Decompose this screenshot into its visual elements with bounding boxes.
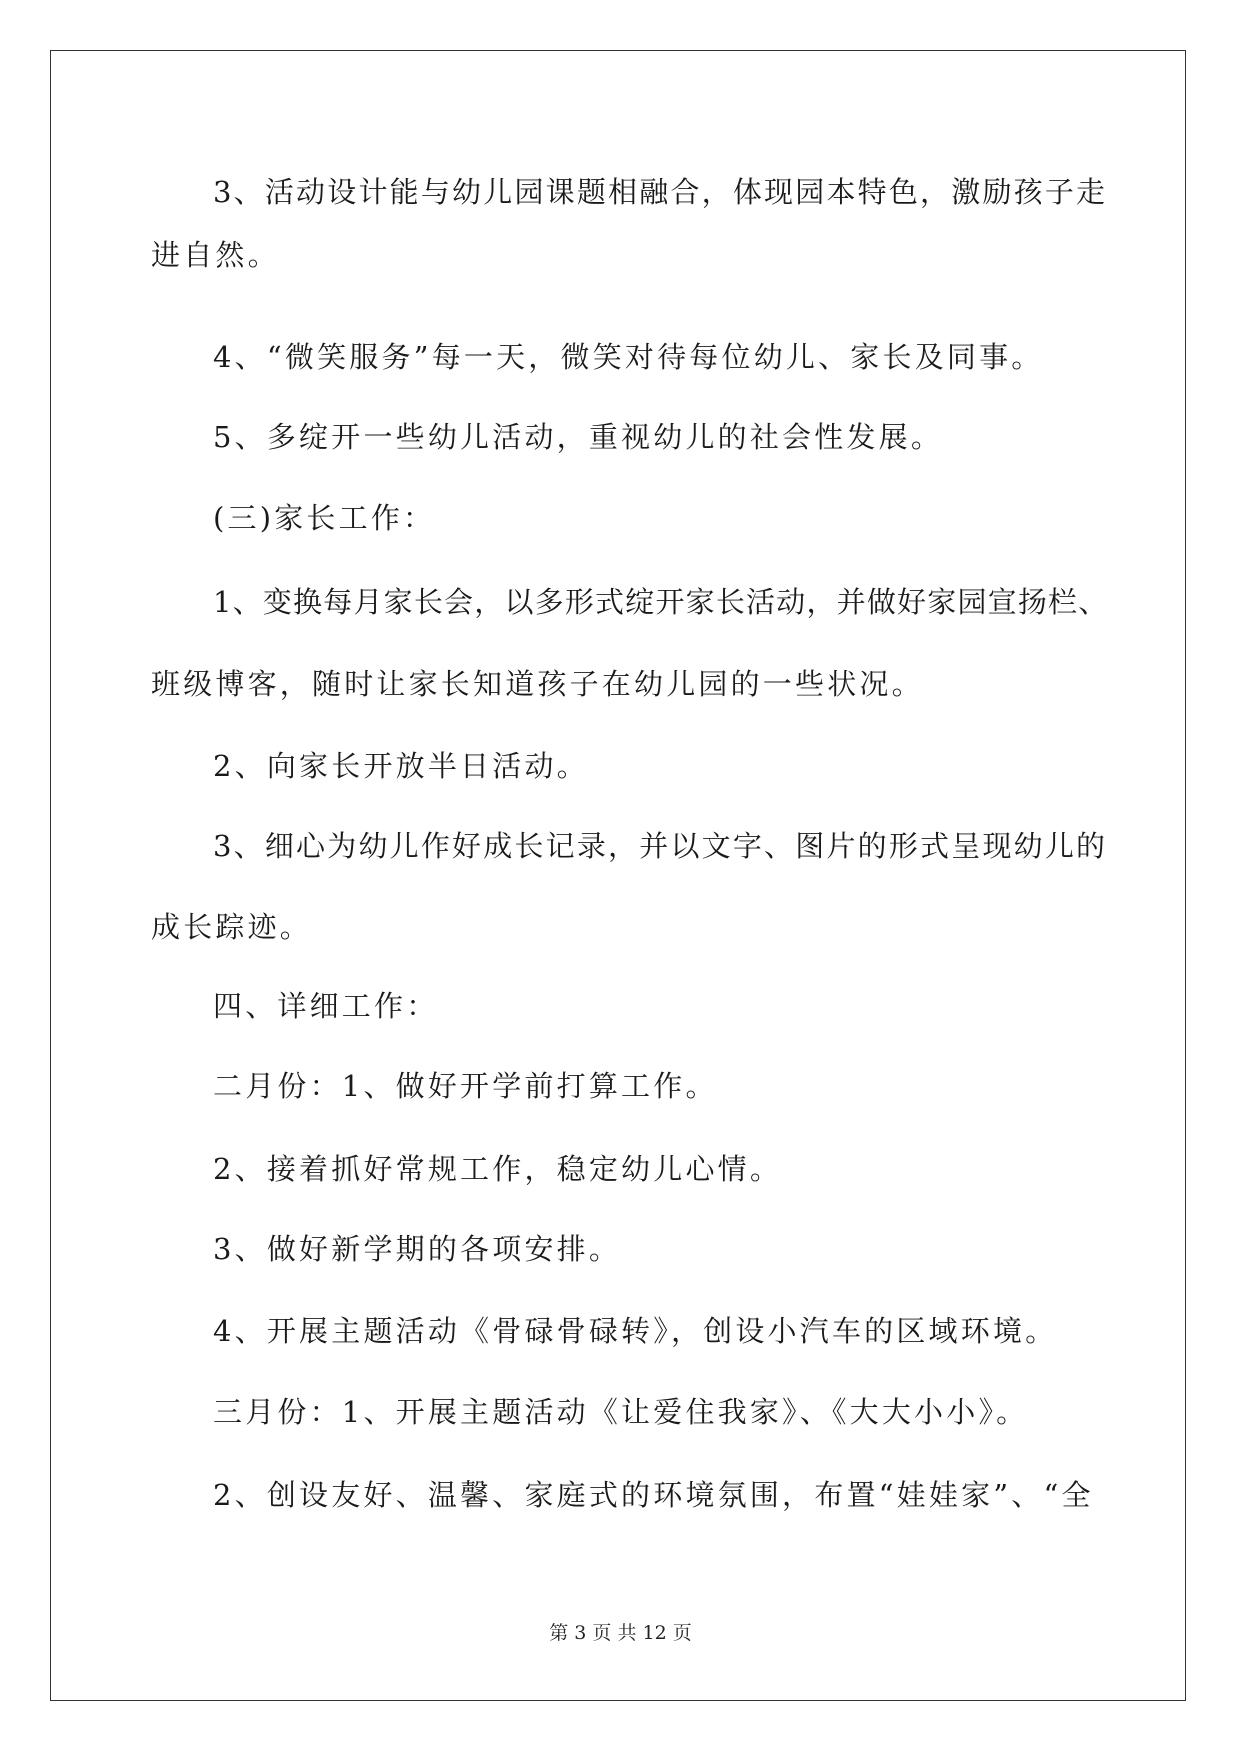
section-heading: (三)家长工作： — [213, 501, 436, 535]
paragraph-line: 4、开展主题活动《骨碌骨碌转》，创设小汽车的区域环境。 — [213, 1314, 1058, 1348]
paragraph-line: 5、多绽开一些幼儿活动，重视幼儿的社会性发展。 — [213, 420, 944, 454]
paragraph-line: 班级博客，随时让家长知道孩子在幼儿园的一些状况。 — [151, 667, 924, 701]
page-number-footer: 第 3 页 共 12 页 — [549, 1622, 692, 1644]
page-border — [50, 50, 1186, 1701]
paragraph-line: 进自然。 — [151, 238, 280, 272]
paragraph-line: 二月份：1、做好开学前打算工作。 — [213, 1069, 718, 1103]
paragraph-line: 1、变换每月家长会，以多形式绽开家长活动，并做好家园宣扬栏、 — [213, 585, 1109, 619]
paragraph-line: 2、向家长开放半日活动。 — [213, 749, 589, 783]
paragraph-line: 3、活动设计能与幼儿园课题相融合，体现园本特色，激励孩子走 — [213, 175, 1108, 209]
section-heading: 四、详细工作： — [213, 989, 439, 1023]
paragraph-line: 三月份：1、开展主题活动《让爱住我家》、《大大小小》。 — [213, 1395, 1029, 1429]
paragraph-line: 3、做好新学期的各项安排。 — [213, 1232, 622, 1266]
paragraph-line: 2、创设友好、温馨、家庭式的环境氛围，布置“娃娃家”、“全 — [213, 1478, 1094, 1512]
paragraph-line: 2、接着抓好常规工作，稳定幼儿心情。 — [213, 1152, 783, 1186]
paragraph-line: 4、“微笑服务”每一天，微笑对待每位幼儿、家长及同事。 — [213, 340, 1044, 374]
paragraph-line: 3、细心为幼儿作好成长记录，并以文字、图片的形式呈现幼儿的 — [213, 829, 1108, 863]
paragraph-line: 成长踪迹。 — [151, 910, 313, 944]
